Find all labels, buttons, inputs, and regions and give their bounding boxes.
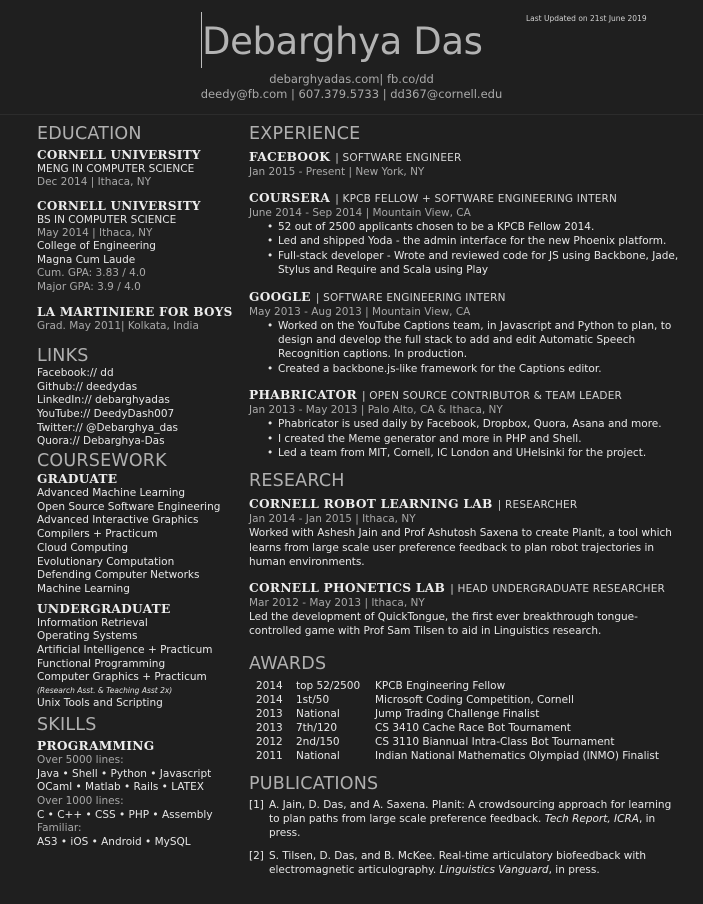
- course-item: Compilers + Practicum: [37, 528, 158, 541]
- undergraduate-courses: [37, 617, 237, 711]
- research-date: Mar 2012 - May 2013 | Ithaca, NY: [249, 596, 425, 609]
- award-rank: 7th/120: [296, 721, 338, 734]
- course-item: Advanced Interactive Graphics: [37, 514, 199, 527]
- job-bullets: [267, 319, 679, 377]
- award-name: Microsoft Coding Competition, Cornell: [375, 693, 574, 706]
- award-name: KPCB Engineering Fellow: [375, 679, 506, 692]
- awards-table: [256, 679, 659, 763]
- programming-title: PROGRAMMING: [37, 738, 155, 753]
- education-detail: Major GPA: 3.9 / 4.0: [37, 281, 141, 294]
- degree: MENG IN COMPUTER SCIENCE: [37, 163, 195, 175]
- skill-items: OCaml • Matlab • Rails • LATEX: [37, 781, 204, 794]
- award-year: 2013: [256, 707, 283, 720]
- research-entry: [249, 495, 679, 569]
- undergraduate-title: UNDERGRADUATE: [37, 601, 171, 616]
- table-row: [256, 749, 659, 763]
- link-twitter[interactable]: Twitter:// @Debarghya_das: [37, 421, 179, 434]
- page-title: Debarghya Das: [202, 20, 483, 63]
- job-role: | KPCB FELLOW + SOFTWARE ENGINEERING INTERN: [335, 193, 618, 205]
- publication-number: [1]: [249, 798, 264, 811]
- job-role: | SOFTWARE ENGINEERING INTERN: [315, 291, 506, 304]
- publication-venue: Tech Report, ICRA: [544, 812, 639, 825]
- job-heading: [249, 386, 679, 404]
- link-quora[interactable]: Quora:// Debarghya-Das: [37, 435, 165, 448]
- education-entry: [37, 305, 237, 333]
- course-item: Cloud Computing: [37, 541, 128, 554]
- company-name: COURSERA: [249, 191, 331, 205]
- awards-title: AWARDS: [249, 653, 327, 674]
- lab-name: CORNELL ROBOT LEARNING LAB: [249, 497, 493, 512]
- publication-status: , in press.: [548, 863, 600, 876]
- link-linkedin[interactable]: LinkedIn:// debarghyadas: [37, 394, 170, 407]
- school-name: CORNELL UNIVERSITY: [37, 199, 201, 213]
- link-facebook[interactable]: Facebook:// dd: [37, 366, 114, 379]
- course-item: Evolutionary Computation: [37, 555, 175, 568]
- course-item: Open Source Software Engineering: [37, 500, 221, 513]
- award-year: 2014: [256, 693, 283, 706]
- award-year: 2013: [256, 721, 283, 734]
- company-name: GOOGLE: [249, 289, 311, 304]
- skills-title: SKILLS: [37, 714, 97, 735]
- job-role: | SOFTWARE ENGINEER: [335, 152, 462, 164]
- bullet-item: • Created a backbone.js-like framework for the Captions editor.: [267, 362, 679, 376]
- coursework-title: COURSEWORK: [37, 451, 167, 472]
- job-date: Jan 2013 - May 2013 | Palo Alto, CA & Ithaca, NY: [249, 404, 503, 417]
- education-detail: Cum. GPA: 3.83 / 4.0: [37, 267, 146, 280]
- education-title: EDUCATION: [37, 124, 142, 144]
- job-entry: [249, 148, 679, 179]
- skills-list: [37, 754, 237, 850]
- publication-text: [269, 798, 679, 840]
- bullet-item: • I created the Meme generator and more in PHP and Shell.: [267, 432, 679, 446]
- publication-number: [2]: [249, 849, 264, 862]
- left-column: [37, 124, 237, 850]
- education-detail: Magna Cum Laude: [37, 253, 136, 266]
- bullet-item: • Phabricator is used daily by Facebook, Dropbox, Quora, Asana and more.: [267, 417, 679, 431]
- contact-email-phone: deedy@fb.com | 607.379.5733 | dd367@cornell.edu: [200, 87, 503, 101]
- contact-web: debarghyadas.com| fb.co/dd: [269, 72, 434, 86]
- bullet-item: • Led and shipped Yoda - the admin interface for the new Phoenix platform.: [267, 234, 679, 248]
- education-entry: [37, 199, 237, 295]
- course-item: Functional Programming: [37, 657, 166, 670]
- link-youtube[interactable]: YouTube:// DeedyDash007: [37, 407, 175, 420]
- links-list: [37, 367, 237, 449]
- award-rank: 2nd/150: [296, 735, 340, 748]
- job-entry: [249, 288, 679, 377]
- header-divider: [0, 114, 703, 115]
- link-github[interactable]: Github:// deedydas: [37, 380, 138, 393]
- bullet-item: • Full-stack developer - Wrote and reviewed code for JS using Backbone, Jade, Stylus and Require and Scala using Play: [267, 249, 679, 278]
- job-heading: [249, 189, 679, 207]
- publication-venue: Linguistics Vanguard: [439, 863, 549, 876]
- skill-level: Familiar:: [37, 822, 82, 835]
- publication-item: [249, 849, 679, 877]
- lab-name: CORNELL PHONETICS LAB: [249, 580, 446, 595]
- research-description: Led the development of QuickTongue, the first ever breakthrough tongue-controlled game with Prof Sam Tilsen to aid in Linguistics research.: [249, 610, 638, 638]
- last-updated: Last Updated on 21st June 2019: [526, 14, 647, 23]
- job-heading: [249, 148, 679, 166]
- table-row: [256, 721, 659, 735]
- job-bullets: [267, 417, 679, 460]
- graduate-courses: [37, 487, 237, 597]
- degree: BS IN COMPUTER SCIENCE: [37, 214, 177, 226]
- job-entry: [249, 386, 679, 460]
- bullet-item: • Led a team from MIT, Cornell, IC London and UHelsinki for the project.: [267, 446, 679, 460]
- job-date: May 2013 - Aug 2013 | Mountain View, CA: [249, 305, 471, 318]
- research-entry: [249, 579, 679, 639]
- course-item: Information Retrieval: [37, 616, 148, 629]
- company-name: PHABRICATOR: [249, 388, 357, 403]
- research-date: Jan 2014 - Jan 2015 | Ithaca, NY: [249, 513, 416, 526]
- award-rank: top 52/2500: [296, 679, 361, 692]
- job-role: | OPEN SOURCE CONTRIBUTOR & TEAM LEADER: [361, 390, 623, 403]
- job-date: June 2014 - Sep 2014 | Mountain View, CA: [249, 207, 471, 219]
- course-item: Operating Systems: [37, 630, 138, 643]
- course-item: Advanced Machine Learning: [37, 487, 186, 500]
- school-meta: Grad. May 2011| Kolkata, India: [37, 319, 199, 332]
- research-description: Worked with Ashesh Jain and Prof Ashutosh Saxena to create PlanIt, a tool which learns from large scale user preference feedback to plan robot trajectories in human environments.: [249, 527, 672, 569]
- award-rank: National: [296, 749, 340, 762]
- course-item: Artificial Intelligence + Practicum: [37, 644, 213, 657]
- award-rank: 1st/50: [296, 693, 330, 706]
- publication-citation: S. Tilsen, D. Das, and B. McKee. Real-time articulatory biofeedback with electromagnetic articulography.: [269, 849, 647, 876]
- education-entry: [37, 148, 237, 189]
- job-heading: [249, 288, 679, 306]
- table-row: [256, 707, 659, 721]
- bullet-item: • 52 out of 2500 applicants chosen to be a KPCB Fellow 2014.: [267, 220, 679, 234]
- publication-citation: A. Jain, D. Das, and A. Saxena. Planit: A crowdsourcing approach for learning to plan paths from large scale preference feedback.: [269, 798, 672, 825]
- publications-title: PUBLICATIONS: [249, 773, 379, 794]
- award-year: 2014: [256, 679, 283, 692]
- table-row: [256, 693, 659, 707]
- publication-item: [249, 798, 679, 840]
- award-rank: National: [296, 707, 340, 720]
- publication-status: , in press.: [269, 812, 656, 839]
- school-meta: May 2014 | Ithaca, NY: [37, 227, 153, 239]
- course-note: (Research Asst. & Teaching Asst 2x): [37, 686, 173, 696]
- research-heading: [249, 579, 679, 597]
- award-year: 2011: [256, 749, 283, 762]
- job-bullets: [267, 220, 679, 278]
- job-date: Jan 2015 - Present | New York, NY: [249, 166, 425, 178]
- bullet-item: • Worked on the YouTube Captions team, in Javascript and Python to plan, to design and develop the full stack to add and edit Automatic Speech Recognition captions. In production.: [267, 319, 679, 362]
- award-name: CS 3110 Biannual Intra-Class Bot Tournament: [375, 735, 615, 748]
- research-role: | RESEARCHER: [497, 499, 578, 512]
- research-title: RESEARCH: [249, 471, 345, 492]
- experience-title: EXPERIENCE: [249, 124, 361, 144]
- skill-items: Java • Shell • Python • Javascript: [37, 767, 212, 780]
- school-name: LA MARTINIERE FOR BOYS: [37, 304, 233, 319]
- job-entry: [249, 189, 679, 278]
- course-item: Machine Learning: [37, 582, 130, 595]
- skill-level: Over 1000 lines:: [37, 794, 124, 807]
- education-detail: College of Engineering: [37, 240, 156, 252]
- award-year: 2012: [256, 735, 283, 748]
- skill-items: AS3 • iOS • Android • MySQL: [37, 836, 191, 849]
- table-row: [256, 679, 659, 693]
- skill-level: Over 5000 lines:: [37, 753, 124, 766]
- award-name: Jump Trading Challenge Finalist: [375, 707, 540, 720]
- company-name: FACEBOOK: [249, 150, 331, 164]
- table-row: [256, 735, 659, 749]
- publication-text: [269, 849, 679, 877]
- skill-items: C • C++ • CSS • PHP • Assembly: [37, 808, 213, 821]
- links-title: LINKS: [37, 345, 89, 366]
- award-name: Indian National Mathematics Olympiad (INMO) Finalist: [375, 749, 660, 762]
- school-meta: Dec 2014 | Ithaca, NY: [37, 176, 152, 188]
- graduate-title: GRADUATE: [37, 472, 118, 487]
- research-role: | HEAD UNDERGRADUATE RESEARCHER: [450, 582, 666, 595]
- course-item: Defending Computer Networks: [37, 569, 200, 582]
- right-column: [249, 124, 679, 877]
- school-name: CORNELL UNIVERSITY: [37, 148, 201, 162]
- award-name: CS 3410 Cache Race Bot Tournament: [375, 721, 571, 734]
- research-heading: [249, 495, 679, 513]
- course-item: Computer Graphics + Practicum: [37, 671, 207, 684]
- course-item: Unix Tools and Scripting: [37, 697, 163, 710]
